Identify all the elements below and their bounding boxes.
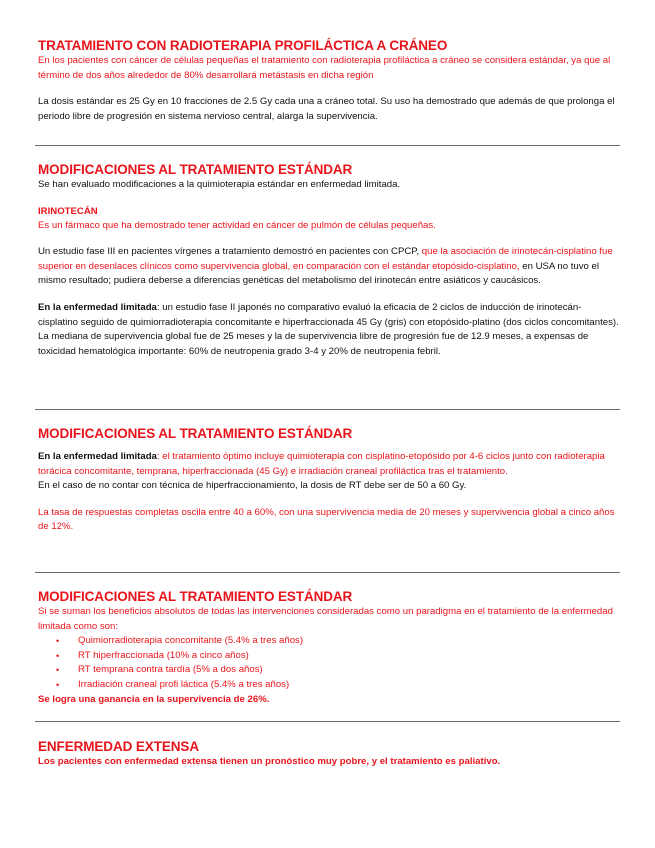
section-body: La dosis estándar es 25 Gy en 10 fracciones de 2.5 Gy cada una a cráneo total. Su uso ha demostrado que además de que prolonga el periodo libre de progresión en sistema nervioso central, alarga la supervivencia. <box>38 96 615 122</box>
subheading-irinotecan: IRINOTECÁN <box>38 205 98 217</box>
conclusion: Se logra una ganancia en la supervivencia de 26%. <box>38 693 270 705</box>
section-title: MODIFICACIONES AL TRATAMIENTO ESTÁNDAR <box>38 426 353 441</box>
list-item: • RT temprana contra tardía (5% a dos años) <box>78 663 619 678</box>
dose-paragraph: En el caso de no contar con técnica de hiperfraccionamiento, la dosis de RT debe ser de 50 a 60 Gy. <box>38 480 467 492</box>
bullet-icon: • <box>56 679 60 690</box>
section-title: TRATAMIENTO CON RADIOTERAPIA PROFILÁCTICA A CRÁNEO <box>38 38 448 53</box>
divider <box>35 409 620 410</box>
divider <box>35 572 620 573</box>
list-item: • RT hiperfraccionada (10% a cinco años) <box>78 649 619 664</box>
section-radiotherapy <box>38 38 619 124</box>
bullet-icon: • <box>56 665 60 676</box>
section-intro: Se han evaluado modificaciones a la quimioterapia estándar en enfermedad limitada. <box>38 179 401 190</box>
list-item: • Quimiorradioterapia concomitante (5.4% a tres años) <box>78 634 619 649</box>
section-title: MODIFICACIONES AL TRATAMIENTO ESTÁNDAR <box>38 162 353 177</box>
section-modifications-2 <box>38 426 619 535</box>
study-paragraph: Un estudio fase III en pacientes vírgenes a tratamiento demostró en pacientes con CPCP, que la asociación de irinotecán-cisplatino fue superior en desenlaces clínicos como supervivencia global, en comparación con el estándar etopósido-cisplatino, en USA no tuvo el mismo resultado; pudiera deberse a diferencias genéticas del metabolismo del irinotecán entre asiáticos y caucásicos. <box>38 246 613 287</box>
section-title: ENFERMEDAD EXTENSA <box>38 739 199 754</box>
limited-disease-paragraph: En la enfermedad limitada: un estudio fase II japonés no comparativo evaluó la eficacia de 2 ciclos de inducción de irinotecán-cisplatino seguido de quimiorradioterapia concomitante e hiperfraccionada 45 Gy (gris) con etopósido-platino (dos ciclos concomitantes). <box>38 301 619 328</box>
bullet-icon: • <box>56 650 60 661</box>
section-extensive-disease <box>38 739 619 770</box>
divider <box>35 721 620 722</box>
subheading-text: Es un fármaco que ha demostrado tener actividad en cáncer de pulmón de células pequeñas. <box>38 219 436 231</box>
response-paragraph: La tasa de respuestas completas oscila entre 40 a 60%, con una supervivencia media de 20 meses y supervivencia global a cinco años de 12%. <box>38 506 615 533</box>
survival-paragraph: La mediana de supervivencia global fue de 25 meses y la de supervivencia libre de progresión fue de 12.9 meses, a expensas de toxicidad hematológica importante: 60% de neutropenia grado 3-4 y 20% de neutropenia febril. <box>38 331 589 357</box>
optimal-treatment-paragraph: En la enfermedad limitada: el tratamiento óptimo incluye quimioterapia con cisplatino-etopósido por 4-6 ciclos junto con radioterapia torácica concomitante, temprana, hiperfraccionada (45 Gy) e irradiación craneal profiláctica tras el tratamiento. <box>38 451 605 477</box>
section-modifications-1 <box>38 162 619 359</box>
section-intro: Si se suman los beneficios absolutos de todas las intervenciones consideradas como un paradigma en el tratamiento de la enfermedad limitada como son: <box>38 606 613 632</box>
benefits-list <box>38 634 619 692</box>
section-intro: En los pacientes con cáncer de células pequeñas el tratamiento con radioterapia profiláctica a cráneo se considera estándar, ya que al término de dos años alrededor de 80% desarrollará metástasis en dicha región <box>38 55 611 81</box>
list-item: • Irradiación craneal profi láctica (5.4% a tres años) <box>78 678 619 693</box>
section-title: MODIFICACIONES AL TRATAMIENTO ESTÁNDAR <box>38 589 353 604</box>
bullet-icon: • <box>56 636 60 647</box>
section-text: Los pacientes con enfermedad extensa tienen un pronóstico muy pobre, y el tratamiento es paliativo. <box>38 756 501 767</box>
section-modifications-3 <box>38 589 619 707</box>
divider <box>35 145 620 146</box>
